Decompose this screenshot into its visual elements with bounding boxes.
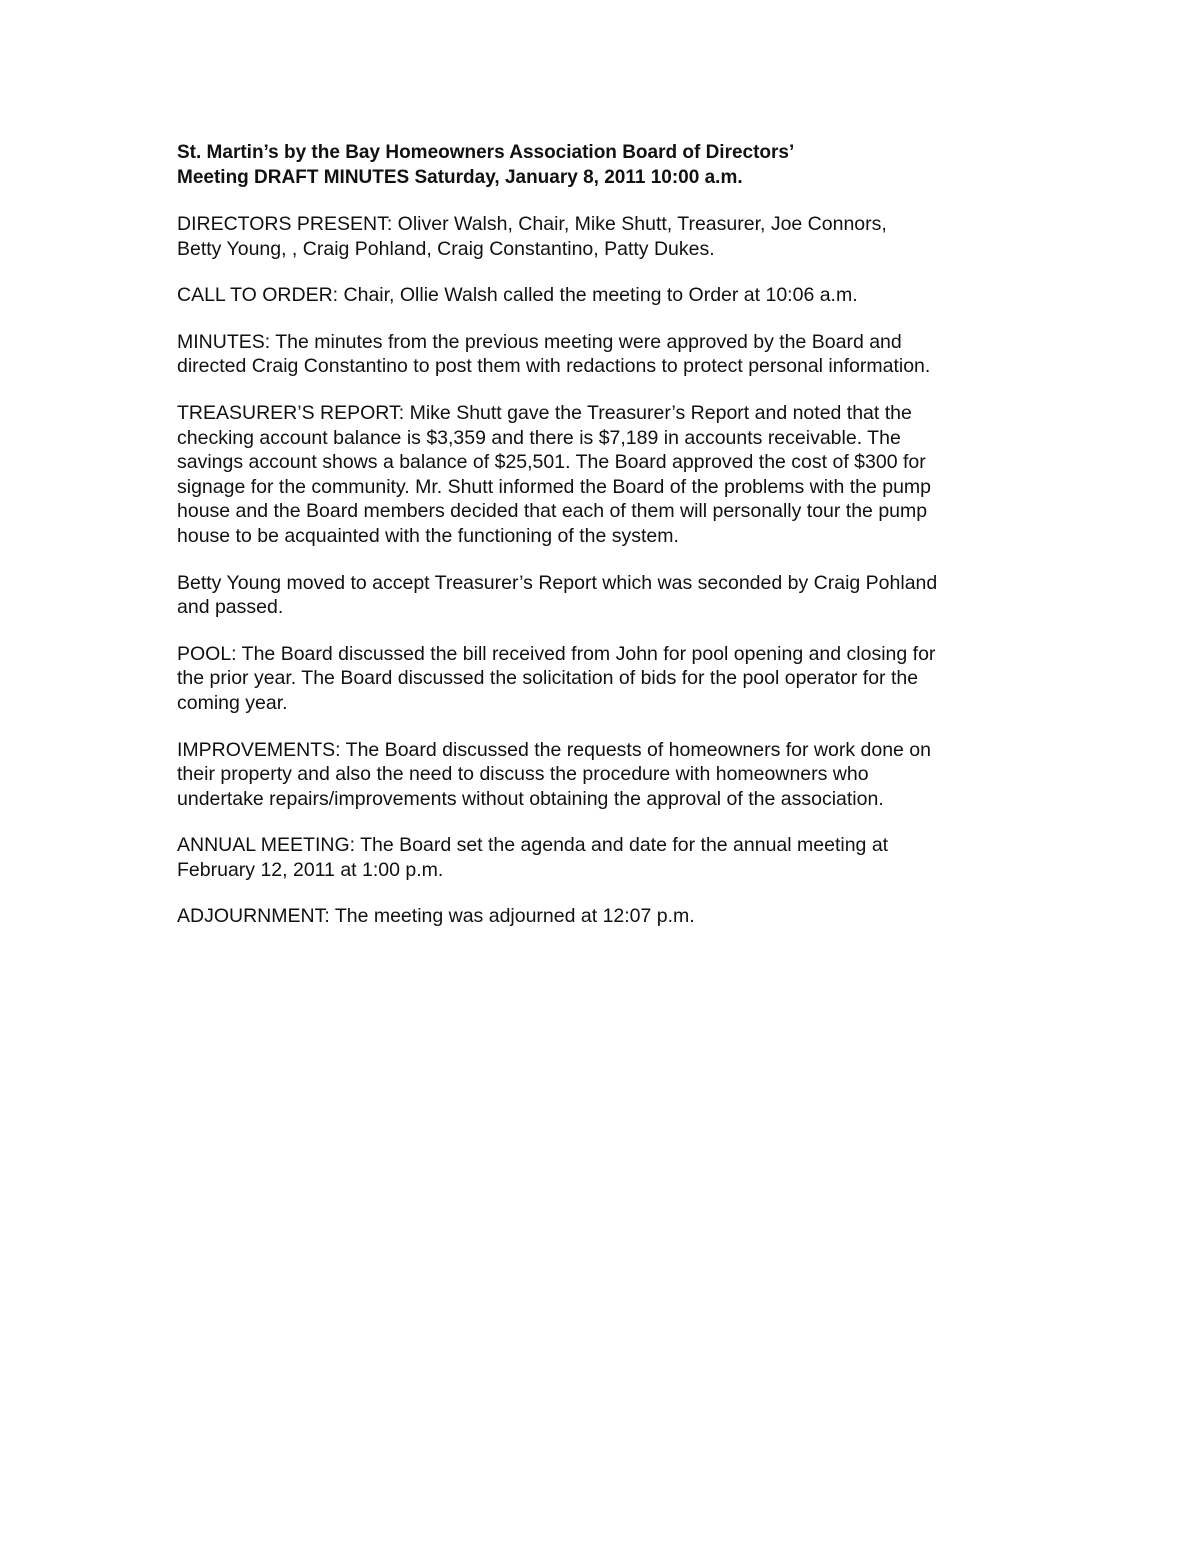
document-title: [177, 141, 1037, 190]
minutes-paragraph: [177, 330, 1037, 379]
paragraph-line: the prior year. The Board discussed the solicitation of bids for the pool operator for the: [177, 667, 919, 690]
paragraph-line: TREASURER’S REPORT: Mike Shutt gave the Treasurer’s Report and noted that the: [177, 401, 912, 424]
improvements-paragraph: [177, 738, 1037, 812]
adjournment-paragraph: [177, 904, 1037, 929]
directors-present-paragraph: [177, 212, 1037, 261]
paragraph-line: February 12, 2011 at 1:00 p.m.: [177, 858, 444, 881]
paragraph-line: POOL: The Board discussed the bill received from John for pool opening and closing for: [177, 642, 936, 665]
paragraph-line: ADJOURNMENT: The meeting was adjourned at 12:07 p.m.: [177, 905, 695, 928]
call-to-order-paragraph: [177, 283, 1037, 308]
paragraph-line: undertake repairs/improvements without obtaining the approval of the association.: [177, 787, 884, 810]
paragraph-line: ANNUAL MEETING: The Board set the agenda and date for the annual meeting at: [177, 834, 889, 857]
paragraph-line: savings account shows a balance of $25,501. The Board approved the cost of $300 for: [177, 451, 926, 474]
pool-paragraph: [177, 642, 1037, 716]
paragraph-line: and passed.: [177, 596, 284, 619]
treasurers-report-paragraph: [177, 401, 1037, 549]
paragraph-line: checking account balance is $3,359 and there is $7,189 in accounts receivable. The: [177, 426, 901, 449]
paragraph-line: their property and also the need to discuss the procedure with homeowners who: [177, 763, 869, 786]
paragraph-line: signage for the community. Mr. Shutt informed the Board of the problems with the pump: [177, 475, 932, 498]
paragraph-line: IMPROVEMENTS: The Board discussed the requests of homeowners for work done on: [177, 738, 931, 761]
paragraph-line: house to be acquainted with the functioning of the system.: [177, 524, 679, 547]
title-line: Meeting DRAFT MINUTES Saturday, January 8, 2011 10:00 a.m.: [177, 166, 743, 188]
annual-meeting-paragraph: [177, 833, 1037, 882]
paragraph-line: Betty Young, , Craig Pohland, Craig Constantino, Patty Dukes.: [177, 237, 715, 260]
document-page: [177, 141, 1037, 951]
paragraph-line: DIRECTORS PRESENT: Oliver Walsh, Chair, Mike Shutt, Treasurer, Joe Connors,: [177, 213, 887, 235]
paragraph-line: CALL TO ORDER: Chair, Ollie Walsh called the meeting to Order at 10:06 a.m.: [177, 284, 858, 307]
motion-paragraph: [177, 571, 1037, 620]
paragraph-line: directed Craig Constantino to post them with redactions to protect personal information.: [177, 355, 931, 378]
paragraph-line: MINUTES: The minutes from the previous meeting were approved by the Board and: [177, 330, 902, 353]
paragraph-line: house and the Board members decided that each of them will personally tour the pump: [177, 500, 928, 523]
paragraph-line: Betty Young moved to accept Treasurer’s Report which was seconded by Craig Pohland: [177, 571, 938, 594]
title-line: St. Martin’s by the Bay Homeowners Association Board of Directors’: [177, 142, 795, 163]
paragraph-line: coming year.: [177, 691, 288, 714]
